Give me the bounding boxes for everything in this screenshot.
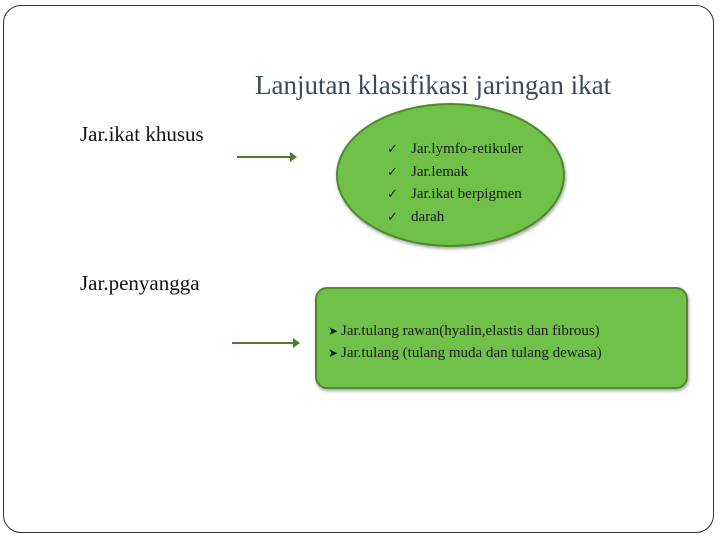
arrow-right-icon: [237, 156, 295, 158]
label-jar-penyangga: Jar.penyangga: [80, 271, 200, 295]
list-item: ✓ Jar.lymfo-retikuler: [387, 138, 523, 161]
checkmark-icon: ✓: [387, 186, 398, 201]
arrow-right-icon: [232, 342, 298, 344]
arrowhead-icon: ➤: [328, 324, 339, 338]
checkmark-icon: ✓: [387, 141, 398, 156]
list-item: ✓ darah: [387, 206, 523, 229]
list-item: ➤ Jar.tulang rawan(hyalin,elastis dan fibrous): [328, 320, 602, 342]
list-item: ✓ Jar.ikat berpigmen: [387, 183, 523, 206]
list-item: ➤ Jar.tulang (tulang muda dan tulang dewasa): [328, 342, 602, 364]
checkmark-icon: ✓: [387, 163, 398, 179]
list-item: ✓ Jar.lemak: [387, 161, 523, 184]
ikat-khusus-list: [387, 138, 523, 228]
label-jar-ikat-khusus: Jar.ikat khusus: [80, 122, 204, 146]
arrowhead-icon: ➤: [328, 346, 339, 360]
checkmark-icon: ✓: [387, 208, 398, 224]
slide-title: Lanjutan klasifikasi jaringan ikat: [255, 70, 612, 100]
penyangga-list: [328, 320, 602, 364]
